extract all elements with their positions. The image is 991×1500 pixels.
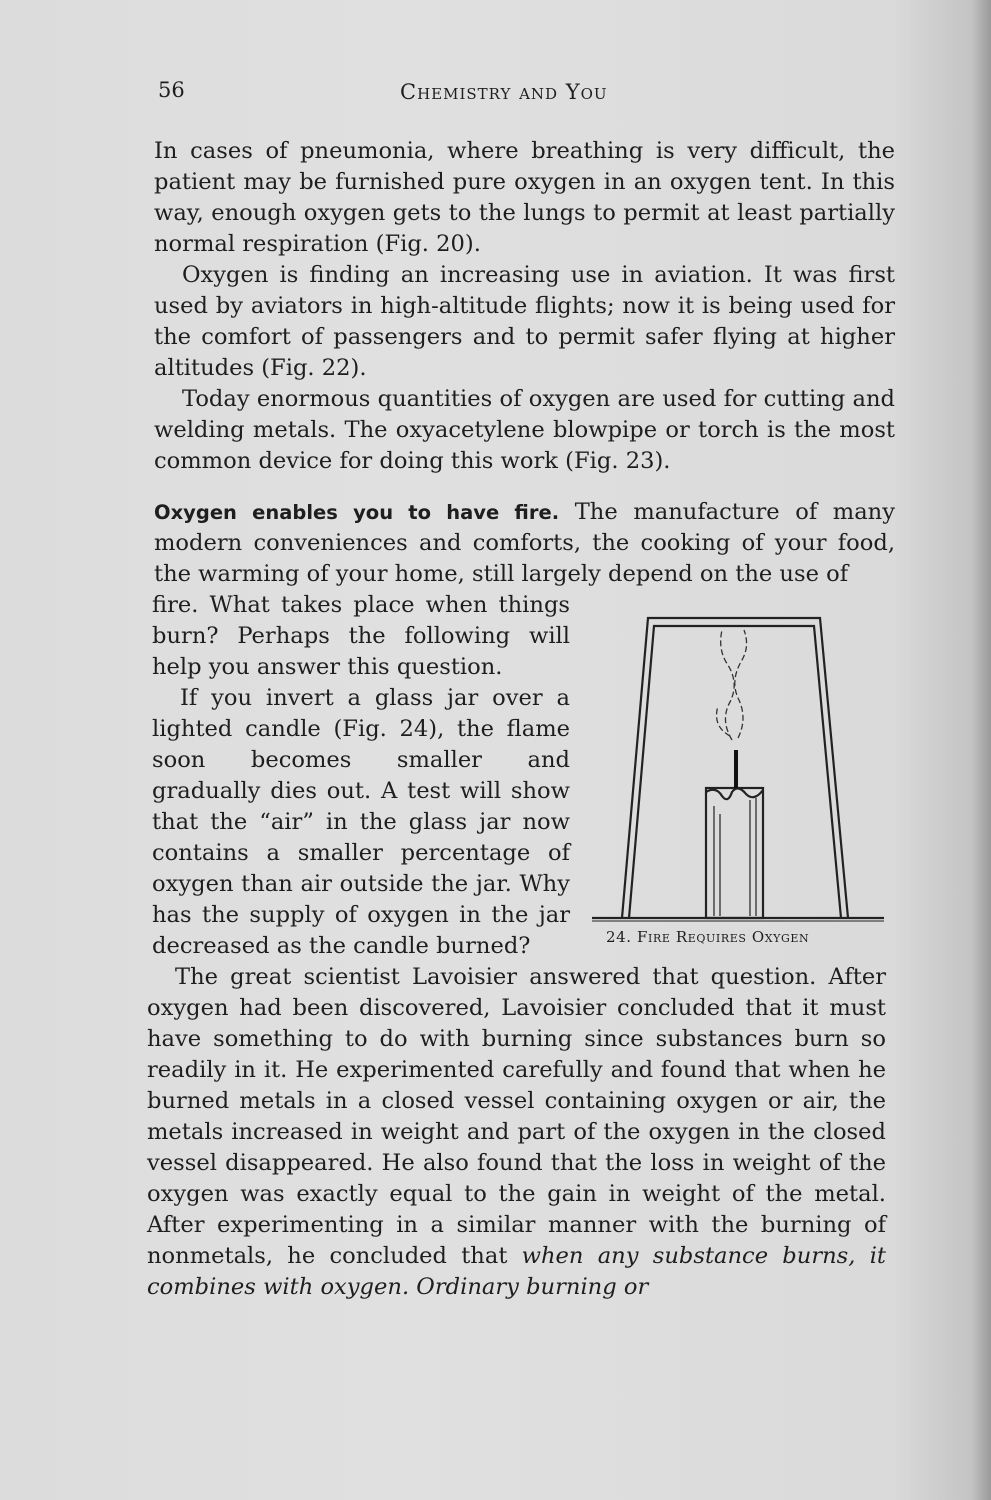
- paragraph-lavoisier-italic: when any substance burns, it combines with oxygen. Ordinary burning or: [147, 1243, 886, 1300]
- text-block-top: [154, 136, 895, 477]
- running-title: Chemistry and You: [400, 80, 608, 104]
- paragraph-aviation: Oxygen is finding an increasing use in aviation. It was first used by aviators in high-altitude flights; now it is being used for the comfort of passengers and to permit safer flying at higher altitudes (Fig. 22).: [154, 262, 895, 381]
- text-block-lavoisier: [147, 962, 886, 1303]
- paragraph-candle-experiment: If you invert a glass jar over a lighted candle (Fig. 24), the flame soon becomes smaller and gradually dies out. A test will show that the “air” in the glass jar now contains a smaller percentage of oxygen than air outside the jar. Why has the supply of oxygen in the jar decreased as the candle burned?: [152, 685, 570, 959]
- paragraph-fire: [154, 497, 895, 590]
- text-block-wrapped: [152, 590, 570, 962]
- paragraph-pneumonia: In cases of pneumonia, where breathing is very difficult, the patient may be furnished pure oxygen in an oxygen tent. In this way, enough oxygen gets to the lungs to permit at least partially normal respiration (Fig. 20).: [154, 138, 895, 257]
- figure-candle-jar: [590, 610, 886, 955]
- text-block-fire: [154, 497, 895, 590]
- candle-jar-illustration: [590, 610, 886, 955]
- figure-caption: 24. Fire Requires Oxygen: [606, 928, 810, 946]
- paragraph-lavoisier-text: The great scientist Lavoisier answered that question. After oxygen had been discovered, Lavoisier concluded that it must have something to do with burning since substances burn so readily in it. He experimented carefully and found that when he burned metals in a closed vessel containing oxygen or air, the metals increased in weight and part of the oxygen in the closed vessel disappeared. He also found that the loss in weight of the oxygen was exactly equal to the gain in weight of the metal. After experimenting in a similar manner with the burning of nonmetals, he concluded that: [147, 964, 886, 1269]
- paragraph-fire-continued: fire. What takes place when things burn? Perhaps the following will help you answer this question.: [152, 592, 570, 680]
- paragraph-welding: Today enormous quantities of oxygen are used for cutting and welding metals. The oxyacetylene blowpipe or torch is the most common device for doing this work (Fig. 23).: [154, 386, 895, 474]
- paragraph-lavoisier: [147, 962, 886, 1303]
- paragraph-fire-text: The manufacture of many modern conveniences and comforts, the cooking of your food, the warming of your home, still largely depend on the use of: [154, 499, 895, 587]
- page-number: 56: [158, 78, 185, 102]
- section-lead-heading: Oxygen enables you to have fire.: [154, 501, 560, 524]
